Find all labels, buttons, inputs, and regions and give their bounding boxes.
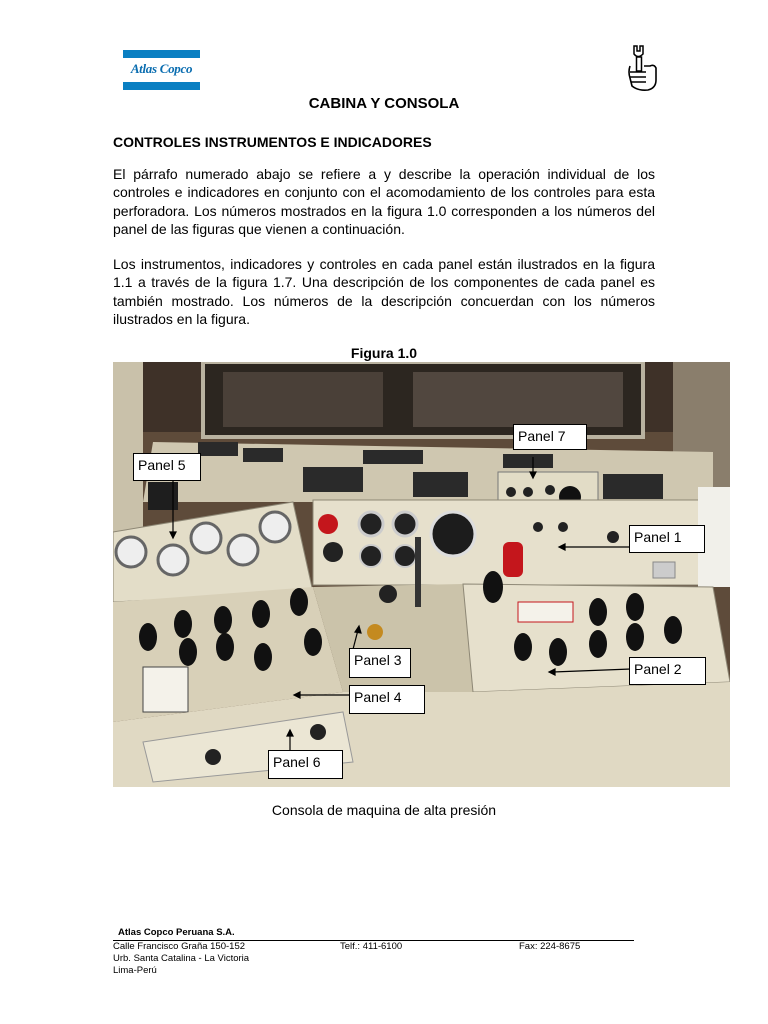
label-panel-4: Panel 4 [349,685,425,714]
footer-address-3: Lima-Perú [113,965,157,976]
label-panel-5: Panel 5 [133,453,201,481]
section-heading: CONTROLES INSTRUMENTOS E INDICADORES [113,134,432,150]
label-panel-3: Panel 3 [349,648,411,678]
footer-company: Atlas Copco Peruana S.A. [118,927,235,938]
footer-address-1: Calle Francisco Graña 150-152 [113,941,246,952]
figure-caption-bottom: Consola de maquina de alta presión [271,802,497,818]
paragraph-1: El párrafo numerado abajo se refiere a y describe la operación individual de los controles e indicadores en conjunto con el acomodamiento de los controles para esta perforadora. Los números mostrados en la figura 1.0 corresponden a los números del panel de las figuras que vienen a continuación. [113,166,655,237]
label-panel-7: Panel 7 [513,424,587,450]
logo-bar-bottom [123,82,200,90]
paragraph-2: Los instrumentos, indicadores y controles en cada panel están ilustrados en la figura 1.1 a través de la figura 1.7. Una descripción de los componentes de cada panel es también mostrado. Los números de la descripción concuerdan con los números ilustrados en la figura. [113,256,655,327]
logo-text: Atlas Copco [130,61,193,76]
label-panel-1: Panel 1 [629,525,705,553]
figure-caption-top: Figura 1.0 [350,345,418,361]
footer-fax: Fax: 224-8675 [519,941,581,952]
wrench-hand-icon [624,42,662,92]
label-panel-2: Panel 2 [629,657,706,685]
console-photo [113,362,730,787]
atlas-copco-logo [123,50,200,90]
footer-phone: Telf.: 411-6100 [340,941,403,952]
footer-address-2: Urb. Santa Catalina - La Victoria [113,953,250,964]
label-panel-6: Panel 6 [268,750,343,779]
page-title: CABINA Y CONSOLA [308,95,460,112]
logo-bar-top [123,50,200,58]
console-illustration [113,362,730,787]
